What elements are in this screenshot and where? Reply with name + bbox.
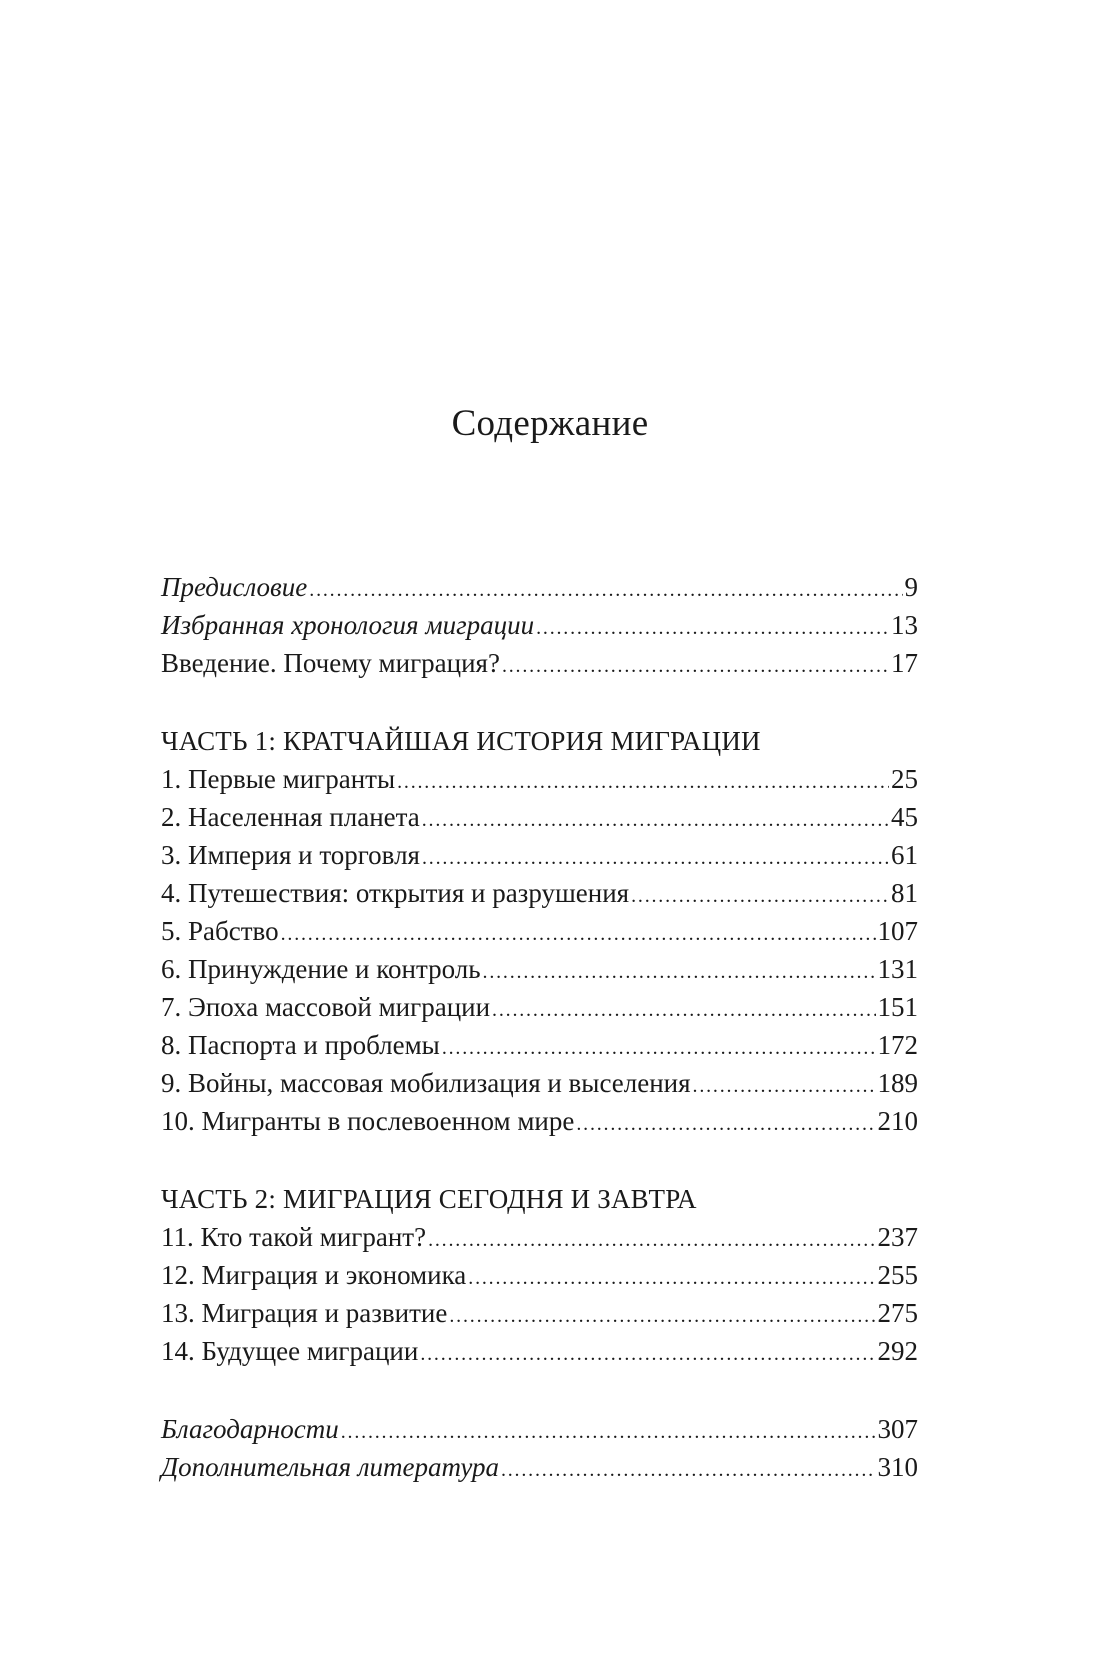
table-of-contents xyxy=(161,568,918,1486)
toc-entry-page: 25 xyxy=(891,764,918,794)
toc-entry-page: 310 xyxy=(877,1452,918,1482)
toc-entry-label: 11. Кто такой мигрант? xyxy=(161,1222,427,1252)
toc-entry-page: 17 xyxy=(891,648,918,678)
dot-leader xyxy=(422,801,889,839)
toc-entry-chapter-10[interactable] xyxy=(161,1102,918,1140)
toc-entry-chapter-7[interactable] xyxy=(161,988,918,1026)
toc-entry-label: 2. Населенная планета xyxy=(161,802,420,832)
dot-leader xyxy=(420,1335,875,1373)
dot-leader xyxy=(281,915,876,953)
toc-entry-acknowledgements[interactable] xyxy=(161,1410,918,1448)
toc-entry-label: Введение. Почему миграция? xyxy=(161,648,500,678)
toc-entry-chapter-13[interactable] xyxy=(161,1294,918,1332)
toc-entry-label: 7. Эпоха массовой миграции xyxy=(161,992,491,1022)
section-gap xyxy=(161,1370,918,1410)
dot-leader xyxy=(576,1105,875,1143)
toc-entry-chapter-5[interactable] xyxy=(161,912,918,950)
page-title: Содержание xyxy=(451,403,649,444)
toc-entry-label: 14. Будущее миграции xyxy=(161,1336,419,1366)
part-2-heading[interactable]: ЧАСТЬ 2: МИГРАЦИЯ СЕГОДНЯ И ЗАВТРА xyxy=(161,1184,697,1214)
toc-entry-page: 9 xyxy=(904,572,918,602)
dot-leader xyxy=(442,1029,876,1067)
part-1-heading[interactable]: ЧАСТЬ 1: КРАТЧАЙШАЯ ИСТОРИЯ МИГРАЦИИ xyxy=(161,726,761,756)
toc-entry-chapter-3[interactable] xyxy=(161,836,918,874)
dot-leader xyxy=(397,763,889,801)
dot-leader xyxy=(341,1413,876,1451)
toc-entry-chapter-12[interactable] xyxy=(161,1256,918,1294)
toc-entry-label: 3. Империя и торговля xyxy=(161,840,420,870)
toc-entry-chapter-6[interactable] xyxy=(161,950,918,988)
toc-entry-chapter-1[interactable] xyxy=(161,760,918,798)
section-gap xyxy=(161,1140,918,1180)
toc-entry-page: 131 xyxy=(877,954,918,984)
toc-entry-label: Дополнительная литература xyxy=(161,1452,499,1482)
toc-entry-label: 8. Паспорта и проблемы xyxy=(161,1030,440,1060)
toc-entry-page: 189 xyxy=(877,1068,918,1098)
dot-leader xyxy=(483,953,876,991)
toc-entry-page: 172 xyxy=(877,1030,918,1060)
toc-entry-label: 6. Принуждение и контроль xyxy=(161,954,481,984)
toc-entry-page: 292 xyxy=(877,1336,918,1366)
toc-entry-page: 210 xyxy=(877,1106,918,1136)
toc-entry-chapter-4[interactable] xyxy=(161,874,918,912)
toc-entry-page: 61 xyxy=(891,840,918,870)
toc-entry-label: Благодарности xyxy=(161,1414,339,1444)
toc-entry-page: 45 xyxy=(891,802,918,832)
section-gap xyxy=(161,682,918,722)
toc-entry-label: 12. Миграция и экономика xyxy=(161,1260,467,1290)
toc-entry-label: Избранная хронология миграции xyxy=(161,610,535,640)
toc-entry-further-reading[interactable] xyxy=(161,1448,918,1486)
toc-entry-page: 151 xyxy=(877,992,918,1022)
toc-entry-chapter-14[interactable] xyxy=(161,1332,918,1370)
toc-entry-page: 255 xyxy=(877,1260,918,1290)
toc-entry-introduction[interactable] xyxy=(161,644,918,682)
toc-entry-chapter-8[interactable] xyxy=(161,1026,918,1064)
dot-leader xyxy=(501,1451,876,1489)
toc-entry-page: 107 xyxy=(877,916,918,946)
dot-leader xyxy=(502,647,889,685)
toc-entry-chapter-9[interactable] xyxy=(161,1064,918,1102)
dot-leader xyxy=(468,1259,875,1297)
dot-leader xyxy=(693,1067,876,1105)
toc-entry-chapter-2[interactable] xyxy=(161,798,918,836)
dot-leader xyxy=(422,839,889,877)
toc-entry-page: 275 xyxy=(877,1298,918,1328)
toc-entry-page: 81 xyxy=(891,878,918,908)
dot-leader xyxy=(536,609,889,647)
toc-entry-label: 5. Рабство xyxy=(161,916,279,946)
dot-leader xyxy=(492,991,875,1029)
toc-entry-preface[interactable] xyxy=(161,568,918,606)
toc-entry-label: 4. Путешествия: открытия и разрушения xyxy=(161,878,630,908)
toc-entry-page: 13 xyxy=(891,610,918,640)
dot-leader xyxy=(449,1297,875,1335)
toc-entry-label: 10. Мигранты в послевоенном мире xyxy=(161,1106,575,1136)
toc-entry-chapter-11[interactable] xyxy=(161,1218,918,1256)
toc-entry-page: 237 xyxy=(877,1222,918,1252)
dot-leader xyxy=(631,877,889,915)
toc-entry-label: 1. Первые мигранты xyxy=(161,764,396,794)
toc-entry-label: Предисловие xyxy=(161,572,308,602)
toc-entry-chronology[interactable] xyxy=(161,606,918,644)
dot-leader xyxy=(428,1221,875,1259)
toc-entry-label: 13. Миграция и развитие xyxy=(161,1298,448,1328)
dot-leader xyxy=(309,571,902,609)
toc-entry-page: 307 xyxy=(877,1414,918,1444)
toc-entry-label: 9. Войны, массовая мобилизация и выселения xyxy=(161,1068,691,1098)
